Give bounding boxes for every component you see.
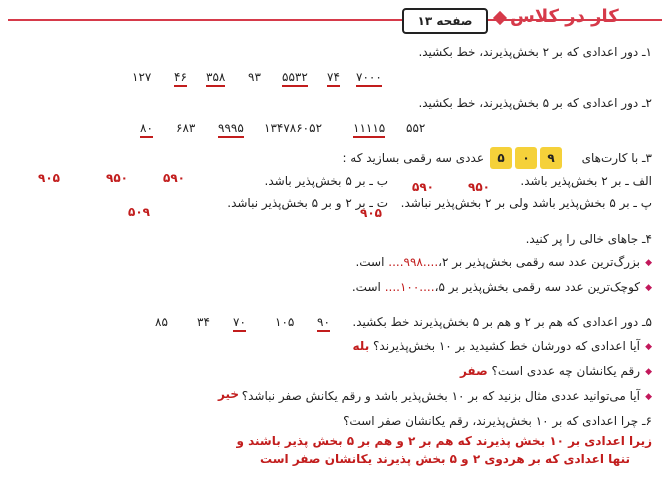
q1-num-358: ۳۵۸ (206, 70, 225, 84)
card-0: ۰ (515, 147, 537, 169)
card-5: ۵ (490, 147, 512, 169)
bullet-icon: ◆ (645, 342, 652, 352)
card-9: ۹ (540, 147, 562, 169)
q3-alef: الف ـ بر ۲ بخش‌پذیر باشد. (520, 174, 652, 188)
q5-b2-ans: صفر (459, 364, 488, 378)
q1-num-7000: ۷۰۰۰ (356, 70, 382, 84)
bullet-icon: ◆ (645, 367, 652, 377)
q4-line2-a: کوچک‌ترین عدد سه رقمی بخش‌پذیر بر ۵، (434, 280, 640, 294)
q2-num-11115: ۱۱۱۱۵ (353, 121, 385, 135)
q3-alef-ans-2: ۵۹۰ (412, 180, 434, 194)
q6-answer-line2: تنها اعدادی که بر هردوی ۲ و ۵ بخش پذیرند یکانشان صفر است (260, 452, 630, 466)
q5-b1-ans: بله (352, 339, 370, 353)
q3-text-b: عددی سه رقمی بسازید که : (342, 151, 484, 165)
q5-b2: رقم یکانشان چه عددی است؟ صفر (459, 364, 640, 378)
q2-num-683: ۶۸۳ (176, 121, 196, 135)
q4-line2 (352, 280, 640, 294)
q5-num-85: ۸۵ (155, 315, 168, 329)
q5-b3-ans: خیر (218, 387, 240, 401)
q6-answer-line1: زیرا اعدادی بر ۱۰ بخش پذیرند که هم بر ۲ و هم بر ۵ بخش پذیر باشند و (236, 434, 652, 448)
bullet-icon: ◆ (645, 392, 652, 402)
page-badge: صفحه ۱۳ (402, 8, 488, 34)
page-title: کار در کلاس (510, 6, 619, 27)
q5-num-105: ۱۰۵ (275, 315, 295, 329)
q3-be-ans-3: ۹۰۵ (38, 171, 60, 185)
q5-b1: آیا اعدادی که دورشان خط کشیدید بر ۱۰ بخش‌پذیرند؟ بله (352, 339, 640, 353)
q3-be-ans-1: ۵۹۰ (163, 171, 185, 185)
q3-pe: پ ـ بر ۵ بخش‌پذیر باشد ولی بر ۲ بخش‌پذیر نباشد. (400, 196, 652, 210)
q3-pe-ans: ۹۰۵ (360, 206, 382, 220)
q1-num-74: ۷۴ (327, 70, 340, 84)
q4-line1-ans: ....۹۹۸.... (388, 255, 439, 269)
q2-num-134786052: ۱۳۴۷۸۶۰۵۲ (264, 121, 323, 135)
q1-num-46: ۴۶ (174, 70, 187, 84)
q4-line2-b: است. (351, 280, 381, 294)
q5-num-34: ۳۴ (197, 315, 210, 329)
q3-alef-ans-1: ۹۵۰ (468, 180, 490, 194)
q3-be: ب ـ بر ۵ بخش‌پذیر باشد. (264, 174, 388, 188)
q5-text: ۵ـ دور اعدادی که هم بر ۲ و هم بر ۵ بخش‌پذیرند خط بکشید. (352, 315, 652, 329)
q5-num-70: ۷۰ (233, 315, 246, 329)
q4-line2-ans: ....۱۰۰.... (384, 280, 435, 294)
q3-te-ans: ۵۰۹ (128, 205, 150, 219)
diamond-icon (493, 11, 507, 25)
q2-num-552: ۵۵۲ (406, 121, 426, 135)
q3-text-a: ۳ـ با کارت‌های (581, 151, 652, 165)
q1-num-127: ۱۲۷ (132, 70, 152, 84)
q5-b3: آیا می‌توانید عددی مثال بزنید که بر ۱۰ بخش‌پذیر باشد و رقم یکانش صفر نباشد؟ (241, 389, 640, 403)
q1-text: ۱ـ دور اعدادی که بر ۲ بخش‌پذیرند، خط بکشید. (418, 45, 652, 59)
q3-te: ت ـ بر ۲ و بر ۵ بخش‌پذیر نباشد. (227, 196, 388, 210)
q2-num-9995: ۹۹۹۵ (218, 121, 244, 135)
q2-text: ۲ـ دور اعدادی که بر ۵ بخش‌پذیرند، خط بکشید. (418, 96, 652, 110)
q5-num-90: ۹۰ (317, 315, 330, 329)
bullet-icon: ◆ (645, 283, 652, 293)
q4-text: ۴ـ جاهای خالی را پر کنید. (525, 232, 652, 246)
bullet-icon: ◆ (645, 258, 652, 268)
q4-line1-b: است. (355, 255, 385, 269)
q1-num-93: ۹۳ (248, 70, 261, 84)
q3-be-ans-2: ۹۵۰ (106, 171, 128, 185)
q2-num-80: ۸۰ (140, 121, 153, 135)
q4-line1 (355, 255, 640, 269)
q6-text: ۶ـ چرا اعدادی که بر ۱۰ بخش‌پذیرند، رقم یکانشان صفر است؟ (343, 414, 652, 428)
q4-line1-a: بزرگ‌ترین عدد سه رقمی بخش‌پذیر بر ۲، (438, 255, 640, 269)
q1-num-5532: ۵۵۳۲ (282, 70, 308, 84)
